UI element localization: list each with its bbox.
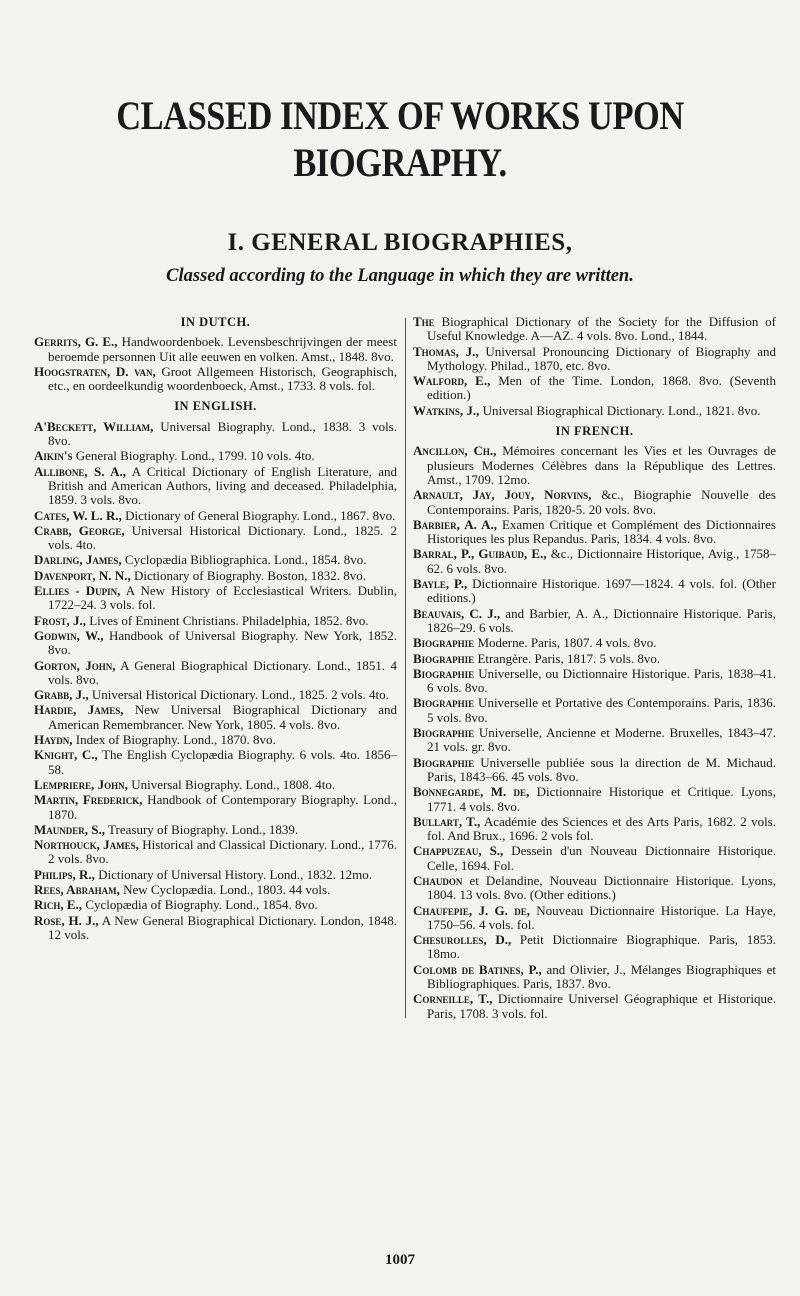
entry-author: Hardie, James, [34, 702, 124, 718]
entry-author: Frost, J., [34, 612, 86, 628]
entry-text: Petit Dictionnaire Biographique. Paris, 1853. 18mo. [427, 932, 776, 962]
entry-text: et Delandine, Nouveau Dictionnaire Historique. Lyons, 1804. 13 vols. 8vo. (Other editions.) [427, 872, 776, 903]
bibliography-entry [413, 992, 776, 1021]
page-number: 1007 [385, 1252, 415, 1268]
page-header-title: CLASSED INDEX OF WORKS UPON BIOGRAPHY. [116, 93, 684, 185]
entry-text: Handwoordenboek. Levensbeschrijvingen der meest beroemde personnen Uit alle eeuwen en volken. Amst., 1848. 8vo. [48, 334, 397, 364]
entry-text: Académie des Sciences et des Arts Paris, 1682. 2 vols. fol. And Brux., 1696. 2 vols fol. [427, 813, 776, 844]
entry-text: Nouveau Dictionnaire Historique. La Haye, 1750–56. 4 vols. fol. [427, 902, 776, 932]
entry-text: Handbook of Contemporary Biography. Lond., 1870. [48, 792, 398, 822]
entry-author: Haydn, [34, 732, 73, 748]
bibliography-entry [34, 838, 397, 867]
entry-author: Allibone, S. A., [34, 463, 127, 479]
bibliography-entry [413, 488, 776, 517]
bibliography-entry [413, 963, 776, 992]
entry-author: Lempriere, John, [34, 776, 128, 792]
bibliography-entry [34, 465, 397, 508]
entry-text: Mémoires concernant les Vies et les Ouvrages de plusieurs Modernes Célèbres dans la République des Lettres. Amst., 1709. 12mo. [427, 443, 776, 487]
entry-author: Crabb, George, [34, 522, 125, 538]
bibliography-entry [413, 652, 776, 666]
entry-text: General Biography. Lond., 1799. 10 vols. 4to. [72, 448, 315, 464]
bibliography-entry [34, 868, 397, 882]
bibliography-entry [413, 547, 776, 576]
entry-author: Bonnegarde, M. de, [413, 784, 530, 800]
bibliography-entry [413, 636, 776, 650]
entry-text: New Cyclopædia. Lond., 1803. 44 vols. [119, 881, 331, 897]
entry-author: Philips, R., [34, 866, 95, 882]
entry-author: Gorton, John, [34, 657, 116, 673]
entry-author: Walford, E., [413, 373, 491, 389]
bibliography-entry [34, 659, 397, 688]
entry-author: Chesurolles, D., [413, 932, 512, 948]
entry-text: Cyclopædia Bibliographica. Lond., 1854. 8vo. [121, 552, 367, 568]
bibliography-entry [34, 420, 397, 449]
bibliography-entry [34, 524, 397, 553]
part-title: I. GENERAL BIOGRAPHIES, [227, 229, 573, 256]
entry-author: Ellies - Dupin, [34, 583, 121, 599]
entry-author: Davenport, N. N., [34, 567, 131, 583]
bibliography-entry [34, 569, 397, 583]
right-column [413, 315, 776, 1022]
bibliography-entry [34, 365, 397, 394]
bibliography-entry [34, 688, 397, 702]
bibliography-entry [413, 726, 776, 755]
bibliography-entry [413, 904, 776, 933]
dutch-entries [34, 335, 397, 393]
english-entries [34, 420, 397, 942]
entry-author: Gerrits, G. E., [34, 334, 118, 350]
entry-text: Index of Biography. Lond., 1870. 8vo. [72, 732, 276, 748]
entry-author: Knight, C., [34, 747, 98, 763]
bibliography-entry [34, 823, 397, 837]
entry-text: and Olivier, J., Mélanges Biographiques et Bibliographiques. Paris, 1837. 8vo. [427, 961, 776, 992]
bibliography-entry [413, 844, 776, 873]
entry-author: Biographie [413, 635, 475, 651]
entry-text: Universelle, Ancienne et Moderne. Bruxelles, 1843–47. 21 vols. gr. 8vo. [427, 725, 776, 755]
bibliography-entry [34, 793, 397, 822]
entry-text: Dictionary of General Biography. Lond., 1867. 8vo. [121, 507, 396, 523]
entry-text: Treasury of Biography. Lond., 1839. [105, 821, 299, 837]
entry-author: Chappuzeau, S., [413, 843, 504, 859]
bibliography-entry [34, 733, 397, 747]
entry-author: Godwin, W., [34, 627, 104, 643]
entry-author: Rose, H. J., [34, 912, 99, 928]
entry-text: Dictionnaire Universel Géographique et Historique. Paris, 1708. 3 vols. fol. [427, 991, 777, 1021]
entry-author: Watkins, J., [413, 402, 480, 418]
entry-author: Ancillon, Ch., [413, 443, 497, 459]
entry-author: Biographie [413, 665, 475, 681]
entry-text: A New General Biographical Dictionary. London, 1848. 12 vols. [48, 912, 397, 942]
bibliography-entry [413, 785, 776, 814]
entry-text: Men of the Time. London, 1868. 8vo. (Seventh edition.) [427, 373, 776, 403]
entry-text: Dictionary of Biography. Boston, 1832. 8vo. [130, 567, 367, 583]
bibliography-entry [34, 898, 397, 912]
entry-author: Biographie [413, 725, 475, 741]
entry-author: Biographie [413, 695, 475, 711]
entry-author: Colomb de Batines, P., [413, 961, 542, 977]
entry-author: Barbier, A. A., [413, 516, 497, 532]
section-heading-dutch: IN DUTCH. [180, 315, 251, 329]
entry-author: Barral, P., Guibaud, E., [413, 546, 547, 562]
bibliography-entry [413, 874, 776, 903]
entry-author: Rees, Abraham, [34, 881, 120, 897]
bibliography-entry [413, 444, 776, 487]
entry-text: Universal Biography. Lond., 1808. 4to. [127, 776, 336, 792]
entry-text: Dictionnaire Historique et Critique. Lyons, 1771. 4 vols. 8vo. [427, 784, 776, 814]
bibliography-entry [34, 584, 397, 613]
entry-author: Northouck, James, [34, 837, 139, 853]
column-divider [405, 318, 406, 1018]
bibliography-entry [34, 914, 397, 943]
entry-author: Arnault, Jay, Jouy, Norvins, [413, 487, 592, 503]
entry-text: Lives of Eminent Christians. Philadelphia, 1852. 8vo. [85, 612, 369, 628]
section-heading-english: IN ENGLISH. [174, 399, 257, 414]
section-heading-french: IN FRENCH. [555, 424, 634, 439]
bibliography-entry [413, 933, 776, 962]
entry-author: A'Beckett, William, [34, 418, 154, 434]
bibliography-entry [413, 667, 776, 696]
bibliography-entry [34, 629, 397, 658]
bibliography-entry [34, 553, 397, 567]
bibliography-entry [413, 345, 776, 374]
part-subtitle: Classed according to the Language in which they are written. [166, 266, 634, 286]
bibliography-entry [34, 748, 397, 777]
entry-text: Universal Pronouncing Dictionary of Biography and Mythology. Philad., 1870, etc. 8vo. [427, 343, 776, 373]
entry-author: Thomas, J., [413, 343, 479, 359]
entry-author: Rich, E., [34, 897, 83, 913]
bibliography-entry [413, 315, 776, 344]
entry-author: Maunder, S., [34, 821, 106, 837]
entry-text: and Barbier, A. A., Dictionnaire Historique. Paris, 1826–29. 6 vols. [427, 605, 776, 635]
entry-text: Historical and Classical Dictionary. Lond., 1776. 2 vols. 8vo. [48, 837, 397, 867]
entry-author: Aikin's [34, 448, 73, 464]
entry-text: Groot Allgemeen Historisch, Geographisch, etc., en oordeelkundig woordenboeck, Amst., 1733. 8 vols. fol. [48, 363, 397, 394]
entry-text: Universal Biography. Lond., 1838. 3 vols. 8vo. [48, 418, 397, 449]
bibliography-entry [413, 374, 776, 403]
entry-text: A New History of Ecclesiastical Writers. Dublin, 1722–24. 3 vols. fol. [48, 583, 398, 613]
entry-text: The English Cyclopædia Biography. 6 vols. 4to. 1856–58. [48, 747, 397, 777]
bibliography-entry [413, 607, 776, 636]
bibliography-entry [34, 335, 397, 364]
bibliography-entry [34, 449, 397, 463]
entry-text: Universelle publiée sous la direction de M. Michaud. Paris, 1843–66. 45 vols. 8vo. [427, 754, 776, 784]
entry-text: Dictionary of Universal History. Lond., 1832. 12mo. [94, 866, 373, 882]
bibliography-entry [413, 815, 776, 844]
bibliography-entry [34, 509, 397, 523]
entry-text: Universelle, ou Dictionnaire Historique. Paris, 1838–41. 6 vols. 8vo. [427, 665, 776, 696]
entry-text: A Critical Dictionary of English Literature, and British and American Authors, living and deceased. Philadelphia, 1859. 3 vols. 8vo. [48, 463, 397, 508]
entry-text: Universelle et Portative des Contemporains. Paris, 1836. 5 vols. 8vo. [427, 695, 776, 725]
entry-author: Chaufepie, J. G. de, [413, 902, 530, 918]
entry-text: Universal Historical Dictionary. Lond., 1825. 2 vols. 4to. [48, 522, 397, 553]
french-entries [413, 444, 776, 1021]
entry-text: New Universal Biographical Dictionary and American Remembrancer. New York, 1805. 4 vols. 8vo. [48, 702, 397, 732]
entry-text: A General Biographical Dictionary. Lond., 1851. 4 vols. 8vo. [48, 657, 397, 687]
entry-text: &c., Dictionnaire Historique, Avig., 1758–62. 6 vols. 8vo. [427, 546, 776, 576]
entry-text: Universal Historical Dictionary. Lond., 1825. 2 vols. 4to. [88, 687, 389, 703]
entry-text: &c., Biographie Nouvelle des Contemporains. Paris, 1820-5. 20 vols. 8vo. [427, 487, 776, 517]
entry-author: Hoogstraten, D. van, [34, 363, 156, 379]
entry-text: Universal Biographical Dictionary. Lond., 1821. 8vo. [479, 402, 761, 418]
entry-author: Chaudon [413, 872, 463, 888]
bibliography-entry [34, 614, 397, 628]
entry-author: Martin, Frederick, [34, 792, 143, 808]
entry-author: Bullart, T., [413, 813, 481, 829]
entry-author: Corneille, T., [413, 991, 493, 1007]
entry-text: Dictionnaire Historique. 1697—1824. 4 vols. fol. (Other editions.) [427, 576, 776, 606]
bibliography-entry [413, 404, 776, 418]
english-entries-continued [413, 315, 776, 418]
entry-text: Moderne. Paris, 1807. 4 vols. 8vo. [474, 635, 657, 651]
entry-text: Cyclopædia of Biography. Lond., 1854. 8vo. [82, 897, 318, 913]
entry-author: Bayle, P., [413, 576, 468, 592]
bibliography-entry [413, 756, 776, 785]
entry-author: Biographie [413, 650, 475, 666]
bibliography-entry [34, 883, 397, 897]
bibliography-entry [413, 518, 776, 547]
entry-text: Handbook of Universal Biography. New York, 1852. 8vo. [48, 627, 397, 658]
entry-author: The [413, 314, 435, 329]
entry-author: Grabb, J., [34, 687, 89, 703]
entry-author: Darling, James, [34, 552, 122, 568]
entry-text: Dessein d'un Nouveau Dictionnaire Historique. Celle, 1694. Fol. [427, 843, 776, 873]
entry-author: Biographie [413, 754, 475, 770]
entry-author: Cates, W. L. R., [34, 507, 122, 523]
entry-author: Beauvais, C. J., [413, 605, 501, 621]
entry-text: Examen Critique et Complément des Dictionnaires Historiques les plus Repandus. Paris, 1834. 4 vols. 8vo. [427, 516, 776, 547]
entry-text: Biographical Dictionary of the Society for the Diffusion of Useful Knowledge. A—AZ. 4 vols. 8vo. Lond., 1844. [427, 314, 776, 344]
bibliography-entry [413, 696, 776, 725]
bibliography-entry [34, 703, 397, 732]
bibliography-entry [413, 577, 776, 606]
bibliography-entry [34, 778, 397, 792]
left-column [34, 315, 397, 943]
entry-text: Etrangère. Paris, 1817. 5 vols. 8vo. [474, 650, 661, 666]
